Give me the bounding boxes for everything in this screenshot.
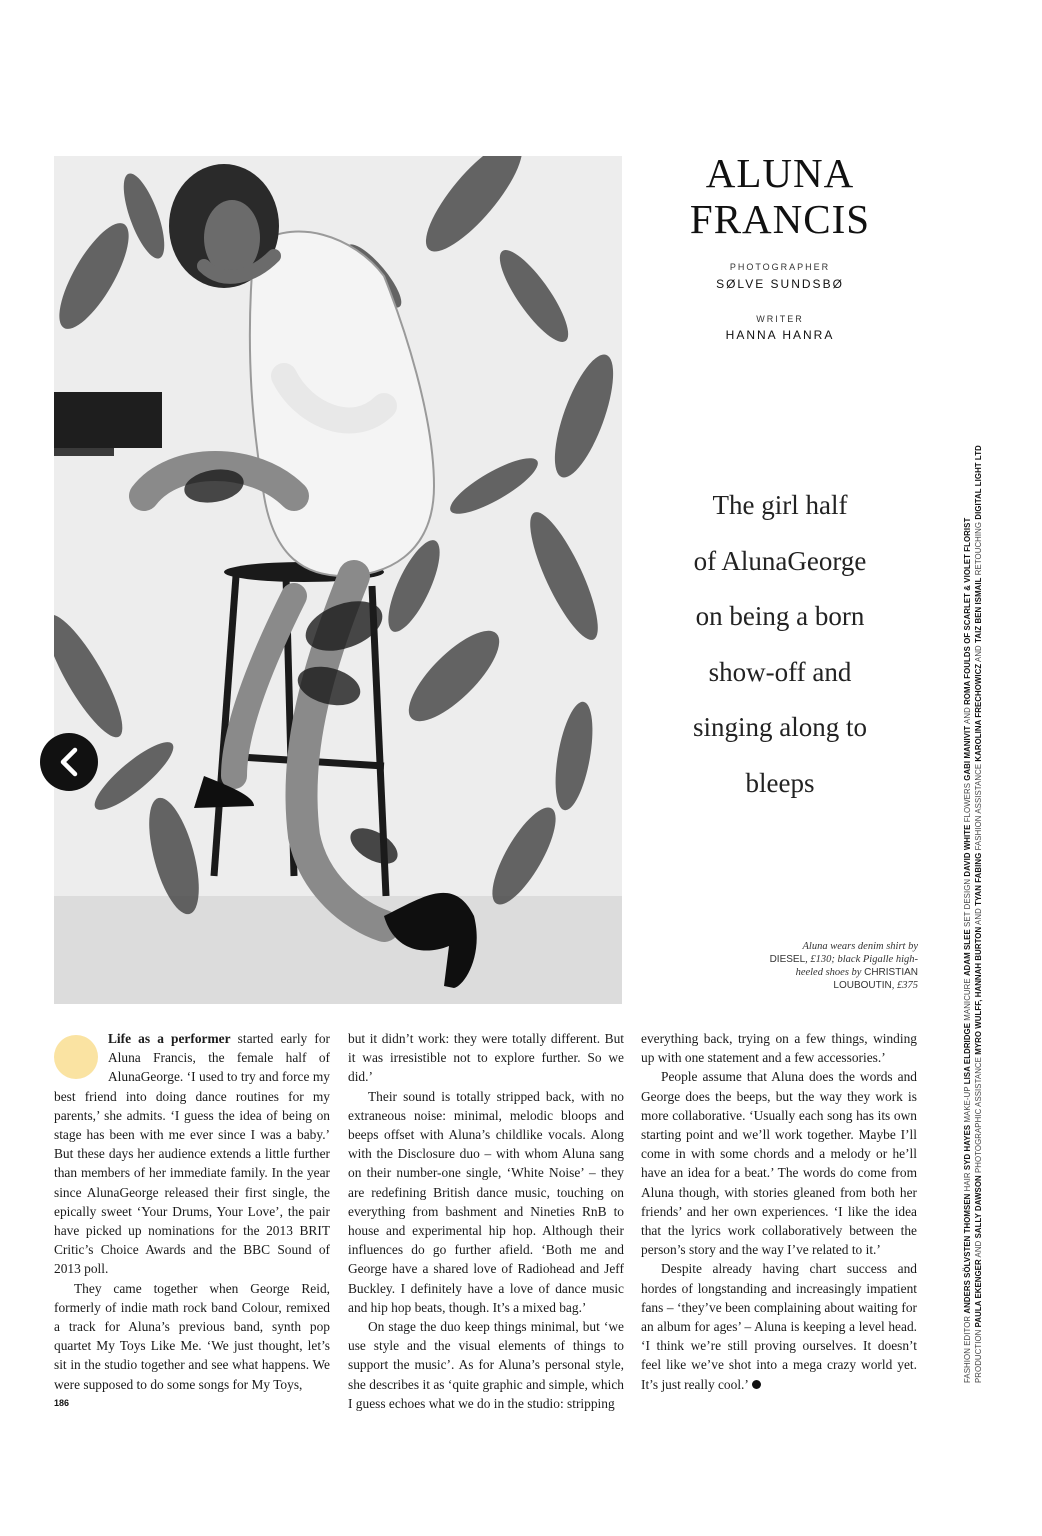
credits-line-2 [974,423,985,1383]
body-column-2 [348,1029,624,1413]
credit-role: FLOWERS [963,780,972,825]
standfirst-line: bleeps [745,767,815,798]
writer-label: WRITER [756,314,804,324]
credit-role: FASHION EDITOR [963,1313,972,1383]
lead-in: Life as a performer [108,1031,231,1046]
credit-person: PAULA EKENGER [973,1259,983,1328]
standfirst-line: on being a born [695,601,865,631]
photographer-label: PHOTOGRAPHER [729,262,831,272]
credit-role: PRODUCTION [973,1327,983,1383]
end-mark [752,1380,761,1389]
body-paragraph: Their sound is totally stripped back, with no extraneous noise: minimal, melodic bloops and beeps offset with Aluna’s childlike vocals. Along with the Disclosure duo – with whom Aluna sang on their number-one single, ‘White Noise’ – they are redefining British dance music, touching on everything from bashment and Nineties RnB to house and experimental hip hop. Although their influences do go further afield. ‘Both me and George have a shared love of Radiohead and Jeff Buckley. I definitely have a love of dance music and hip hop beats, though. It’s a mixed bag.’ [348,1088,624,1315]
standfirst-line: singing along to [693,712,867,742]
paragraph-text: Despite already having chart success and hordes of longstanding and increasingly impatient fans – ‘they’ve been complaining about waiting for an album for ages’ – Aluna is keeping a level head. ‘I think we’re still proving ourselves. It doesn’t feel like we’ve shot into a mega crazy world yet. It’s just really cool.’ [641,1261,917,1392]
credit-person: ROMA FOULDS OF SCARLET & VIOLET FLORIST [963,517,972,705]
caption-brand: DIESEL [769,954,806,965]
title-line-2: FRANCIS [689,196,871,242]
caption-brand: CHRISTIAN LOUBOUTIN [833,967,918,991]
standfirst-line: of AlunaGeorge [693,545,867,576]
back-button[interactable] [40,733,98,791]
body-paragraph: On stage the duo keep things minimal, but ‘we use style and the visual elements of things to support the music’. As for Aluna’s personal style, she describes it as ‘quite graphic and simple, which I guess echoes what we do in the studio: stripping [348,1319,624,1411]
hero-photo [54,156,622,1004]
credit-person: MYRO WULFF, HANNAH BURTON [973,926,983,1055]
credit-person: SYD HAYES [963,1124,972,1171]
photographer-name: SØLVE SUNDSBØ [716,277,844,291]
caption-text: , £375 [891,980,918,991]
credit-role: PHOTOGRAPHIC ASSISTANCE [973,1054,983,1176]
standfirst [640,478,920,811]
credit-person: DAVID WHITE [963,824,972,877]
credits-line-1 [963,423,974,1383]
credit-person: TYAN FABING [973,852,983,906]
photo-caption [768,940,918,992]
credit-person: ANDERS SÖLVSTEN THOMSEN [963,1193,972,1314]
credit-role: SET DESIGN [963,876,972,930]
credit-person: ADAM SLEE [963,929,972,977]
body-paragraph: People assume that Aluna does the words and George does the beeps, but the way they work is more collaborative. ‘Usually each song has its own starting point and we’ll work together. Maybe I’ll come in with some chords and a melody or he’ll have an idea for a beat.’ The words do come from Aluna though, with stories gleaned from both her friends’ and her own experiences. ‘I like the idea that the lyrics work collaboratively between the person’s story and the way I’ve related to it.’ [641,1069,917,1258]
credit-person: TAIZ BEN ISMAIL [973,577,983,643]
credit-role: AND [973,905,983,927]
chevron-left-icon [56,747,82,777]
credit-role: AND [973,1238,983,1260]
credit-role: MAKE-UP [963,1084,972,1125]
paragraph-text: started early for Aluna Francis, the female half of AlunaGeorge. ‘I used to try and force my best friend into doing dance routines for my parents,’ she admits. ‘I guess the idea of being on stage has been with me ever since I was a baby.’ But these days her audience extends a little further than members of her immediate family. In the year since AlunaGeorge released their first single, the epically sweet ‘Your Drums, Your Love’, the pair have picked up nominations for the 2013 BRIT Critic’s Choice Awards and the BBC Sound of 2013 poll. [54,1031,330,1277]
title-line-1: ALUNA [705,150,855,196]
standfirst-line: The girl half [712,490,848,520]
credit-person: SALLY DAWSON [973,1175,983,1239]
body-paragraph: everything back, trying on a few things, winding up with one statement and a few accessories.’ [641,1031,917,1066]
credit-role: FASHION ASSISTANCE [973,761,983,853]
body-paragraph: but it didn’t work: they were totally different. But it was irresistible not to explore further. So we did.’ [348,1031,624,1085]
fashion-credits [963,423,984,1383]
page-number: 186 [54,1398,70,1408]
credit-person: KAROLINA FRECHOWICZ [973,663,983,762]
body-column-1 [54,1029,330,1394]
credit-role: AND [973,642,983,664]
body-paragraph [54,1029,330,1279]
caption-text: Aluna wears denim shirt by [802,941,918,952]
credit-role: AND [963,704,972,726]
credit-role: HAIR [963,1170,972,1194]
body-paragraph [641,1259,917,1393]
credit-person: DIGITAL LIGHT LTD [973,445,983,520]
credit-role: RETOUCHING [973,519,983,578]
credit-role: MANICURE [963,976,972,1023]
drop-circle [54,1035,98,1079]
body-paragraph: They came together when George Reid, formerly of indie math rock band Colour, remixed a track for Aluna’s previous band, synth pop quartet My Toys Like Me. ‘We just thought, let’s sit in the studio together and see what happens. We were supposed to do some songs for My Toys, [54,1280,330,1392]
body-column-3 [641,1029,917,1394]
article-title [640,150,920,242]
credit-person: GABI MANIVIT [963,725,972,781]
credit-person: LISA ELDRIDGE [963,1022,972,1085]
hero-photo-illustration [54,156,622,1004]
standfirst-line: show-off and [708,656,852,687]
caption-text: , £130; black Pigalle high-heeled shoes by [795,954,918,978]
writer-name: HANNA HANRA [725,328,835,342]
